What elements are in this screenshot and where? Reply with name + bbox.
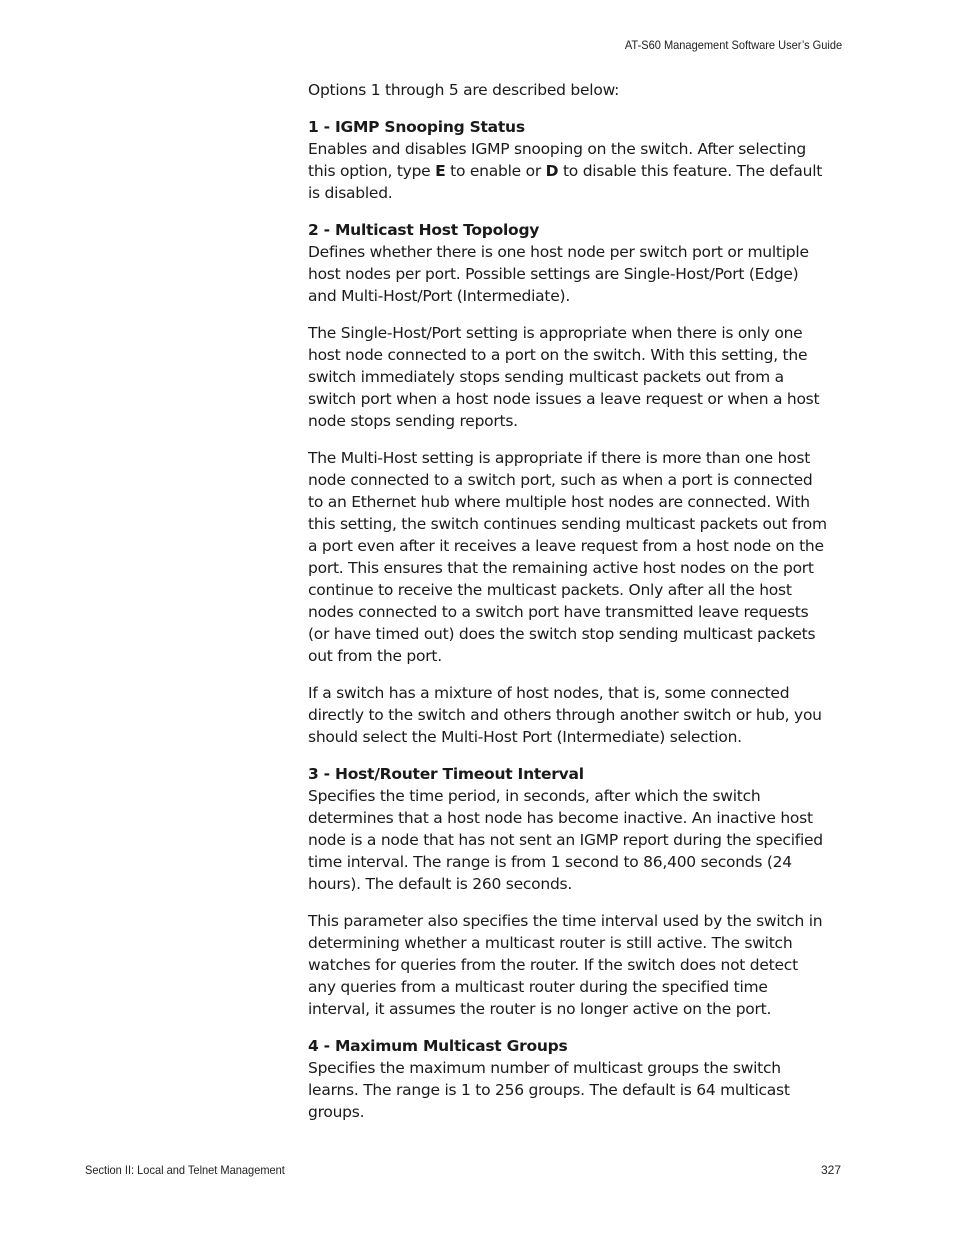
intro-paragraph: Options 1 through 5 are described below: bbox=[308, 81, 620, 99]
heading-maximum-multicast-groups: 4 - Maximum Multicast Groups bbox=[308, 1037, 568, 1055]
igmp-snooping-paragraph: Enables and disables IGMP snooping on the switch. After selecting this option, type E to enable or D to disable this feature. The default is disabled. bbox=[308, 140, 823, 202]
heading-igmp-snooping-status: 1 - IGMP Snooping Status bbox=[308, 118, 525, 136]
footer-section: Section II: Local and Telnet Management bbox=[85, 1163, 285, 1177]
heading-multicast-host-topology: 2 - Multicast Host Topology bbox=[308, 221, 540, 239]
page-number: 327 bbox=[820, 1163, 841, 1177]
timeout-paragraph-2: This parameter also specifies the time interval used by the switch in determining whether a multicast router is still active. The switch watches for queries from the router. If the switch does not detect any queries from a multicast router during the specified time interval, it assumes the router is no longer active on the port. bbox=[308, 912, 823, 1018]
key-d: D bbox=[545, 162, 559, 180]
heading-host-router-timeout: 3 - Host/Router Timeout Interval bbox=[308, 765, 584, 783]
max-groups-paragraph: Specifies the maximum number of multicast groups the switch learns. The range is 1 to 256 groups. The default is 64 multicast groups. bbox=[308, 1059, 790, 1121]
topology-paragraph-3: The Multi-Host setting is appropriate if there is more than one host node connected to a switch port, such as when a port is connected to an Ethernet hub where multiple host nodes are connected. With this setting, the switch continues sending multicast packets out from a port even after it receives a leave request from a host node on the port. This ensures that the remaining active host nodes on the port continue to receive the multicast packets. Only after all the host nodes connected to a switch port have transmitted leave requests (or have timed out) does the switch stop sending multicast packets out from the port. bbox=[308, 449, 827, 665]
topology-paragraph-1: Defines whether there is one host node per switch port or multiple host nodes per port. Possible settings are Single-Host/Port (Edge) and Multi-Host/Port (Intermediate). bbox=[308, 243, 809, 305]
topology-paragraph-4: If a switch has a mixture of host nodes, that is, some connected directly to the switch and others through another switch or hub, you should select the Multi-Host Port (Intermediate) selection. bbox=[308, 684, 822, 746]
page-body bbox=[308, 79, 828, 1138]
topology-paragraph-2: The Single-Host/Port setting is appropriate when there is only one host node connected to a port on the switch. With this setting, the switch immediately stops sending multicast packets out from a switch port when a host node issues a leave request or when a host node stops sending reports. bbox=[308, 324, 820, 430]
timeout-paragraph-1: Specifies the time period, in seconds, after which the switch determines that a host node has become inactive. An inactive host node is a node that has not sent an IGMP report during the specified time interval. The range is from 1 second to 86,400 seconds (24 hours). The default is 260 seconds. bbox=[308, 787, 823, 893]
key-e: E bbox=[435, 162, 446, 180]
running-header: AT-S60 Management Software User’s Guide bbox=[624, 38, 842, 52]
